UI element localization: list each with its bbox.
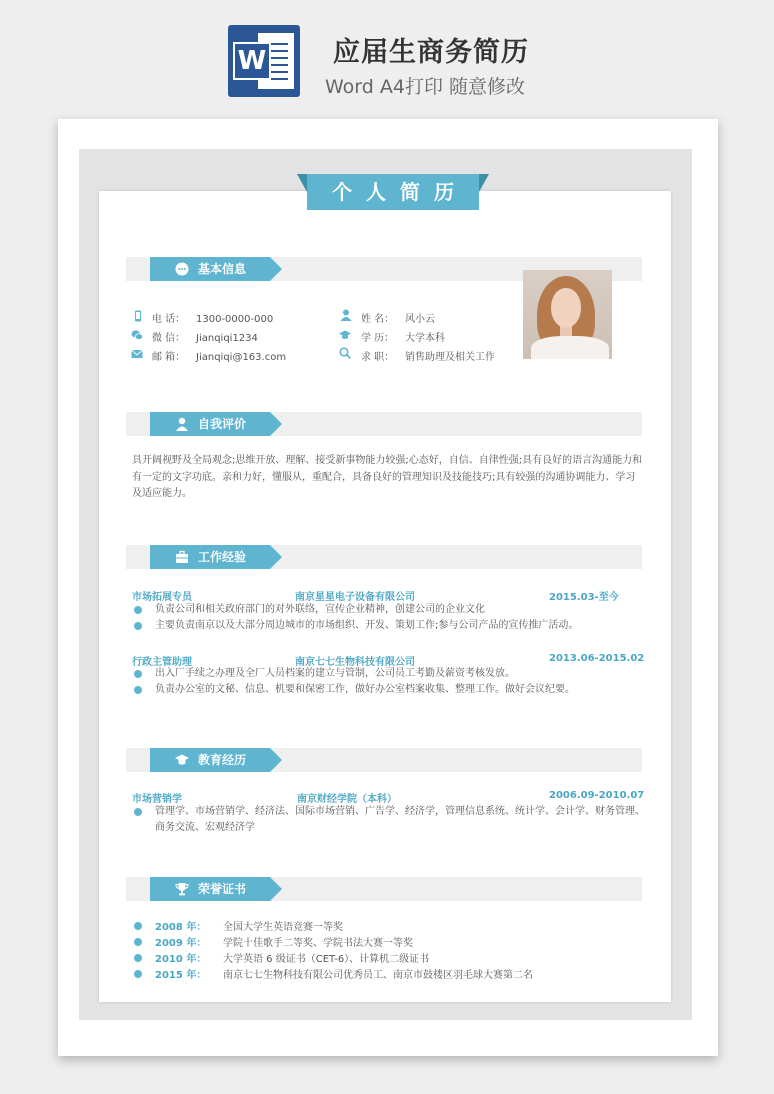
bullet-dot xyxy=(134,922,142,930)
job-2-duty-2: 负责办公室的文秘、信息、机要和保密工作，做好办公室档案收集、整理工作。做好会议纪要。 xyxy=(155,684,575,695)
word-app-icon: W xyxy=(228,25,300,97)
section-work-experience xyxy=(126,545,642,569)
section-title: 自我评价 xyxy=(198,417,247,431)
wechat-value: Jianqiqi1234 xyxy=(196,333,258,344)
person-icon xyxy=(175,417,189,431)
job-1-position: 市场拓展专员 xyxy=(132,592,192,603)
job-target-value: 销售助理及相关工作 xyxy=(405,352,495,363)
section-honors xyxy=(126,877,642,901)
job-2-position: 行政主管助理 xyxy=(132,657,192,668)
briefcase-icon xyxy=(175,550,189,564)
email-value: Jianqiqi@163.com xyxy=(196,352,287,363)
bullet-dot xyxy=(134,686,142,694)
bullet-dot xyxy=(134,606,142,614)
self-evaluation-text: 具开阔视野及全局观念;思维开放、理解、接受新事物能力较强;心态好，自信、自律性强;具有良好的语言沟通能力和有一定的文字功底。亲和力好，懂服从，重配合，具备良好的管理知识及技能技巧;具有较强的沟通协调能力、学习及适应能力。 xyxy=(132,455,643,499)
job-2-period: 2013.06-2015.02 xyxy=(549,653,645,664)
paper-preview xyxy=(58,119,718,1056)
job-1-period: 2015.03-至今 xyxy=(549,592,619,603)
edu-courses: 管理学、市场营销学、经济法、国际市场营销、广告学、经济学，管理信息系统、统计学、会计学、财务管理、商务交流、宏观经济学 xyxy=(155,806,645,833)
job-2-company: 南京七七生物科技有限公司 xyxy=(295,657,415,668)
email-row: 邮 箱： Jianqiqi@163.com xyxy=(152,352,287,363)
honor-3-year: 2010 年： xyxy=(155,954,207,965)
resume-title: 个人简历 xyxy=(307,174,479,210)
banner-title: 应届生商务简历 xyxy=(333,37,529,68)
phone-value: 1300-0000-000 xyxy=(196,314,274,325)
education-row: 学 历： 大学本科 xyxy=(361,333,445,344)
bullet-dot xyxy=(134,808,142,816)
bullet-dot xyxy=(134,954,142,962)
honor-4-year: 2015 年： xyxy=(155,970,207,981)
paper-frame xyxy=(79,149,692,1020)
edu-school: 南京财经学院（本科） xyxy=(297,794,397,805)
name-row: 姓 名： 风小云 xyxy=(361,314,435,325)
name-value: 风小云 xyxy=(405,314,435,325)
resume-sheet xyxy=(99,180,671,1002)
bullet-dot xyxy=(134,938,142,946)
job-1-duty-1: 负责公司和相关政府部门的对外联络，宣传企业精神，创建公司的企业文化 xyxy=(155,604,485,615)
bullet-dot xyxy=(134,670,142,678)
phone-icon xyxy=(132,310,144,322)
section-tab xyxy=(150,257,270,281)
section-title: 工作经验 xyxy=(198,550,247,564)
edu-period: 2006.09-2010.07 xyxy=(549,790,645,801)
honor-1-year: 2008 年： xyxy=(155,922,207,933)
template-banner xyxy=(0,0,774,110)
bullet-dot xyxy=(134,970,142,978)
section-self-evaluation xyxy=(126,412,642,436)
honor-4-text: 南京七七生物科技有限公司优秀员工、南京市鼓楼区羽毛球大赛第二名 xyxy=(223,970,533,981)
bullet-dot xyxy=(134,622,142,630)
honor-2-text: 学院十佳歌手二等奖、学院书法大赛一等奖 xyxy=(223,938,413,949)
mail-icon xyxy=(131,348,143,360)
wechat-row: 微 信： Jianqiqi1234 xyxy=(152,333,258,344)
profile-photo xyxy=(523,270,612,359)
section-tab xyxy=(150,748,270,772)
trophy-icon xyxy=(175,882,189,896)
section-tab xyxy=(150,877,270,901)
job-1-company: 南京星星电子设备有限公司 xyxy=(295,592,415,603)
honor-2-year: 2009 年： xyxy=(155,938,207,949)
section-title: 基本信息 xyxy=(198,262,247,276)
section-education xyxy=(126,748,642,772)
phone-row: 电 话： 1300-0000-000 xyxy=(152,314,274,325)
job-1-duty-2: 主要负责南京以及大部分周边城市的市场组织、开发、策划工作;参与公司产品的宣传推广活动。 xyxy=(155,620,579,631)
section-tab xyxy=(150,545,270,569)
edu-major: 市场营销学 xyxy=(132,794,182,805)
section-title: 教育经历 xyxy=(198,753,247,767)
chat-icon xyxy=(175,262,189,276)
section-title: 荣誉证书 xyxy=(198,882,247,896)
search-icon xyxy=(339,347,351,359)
job-2-duty-1: 出入厂手续之办理及全厂人员档案的建立与管制，公司员工考勤及薪资考核发放。 xyxy=(155,668,515,679)
section-tab xyxy=(150,412,270,436)
graduation-cap-icon xyxy=(339,329,351,341)
graduation-cap-icon xyxy=(175,753,189,767)
banner-subtitle: Word A4打印 随意修改 xyxy=(325,76,526,98)
person-icon xyxy=(340,309,352,321)
job-target-row: 求 职： 销售助理及相关工作 xyxy=(361,352,495,363)
education-value: 大学本科 xyxy=(405,333,445,344)
honor-1-text: 全国大学生英语竞赛一等奖 xyxy=(223,922,343,933)
wechat-icon xyxy=(131,329,143,341)
honor-3-text: 大学英语 6 级证书（CET-6）、计算机二级证书 xyxy=(223,954,430,965)
